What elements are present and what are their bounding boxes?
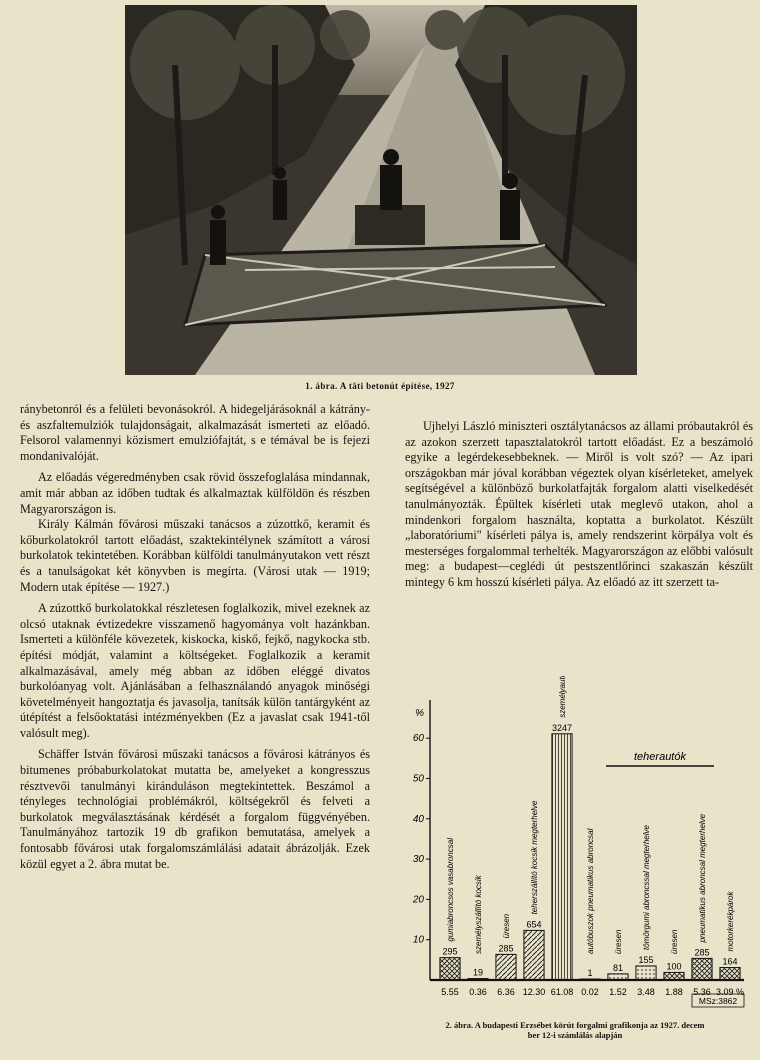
y-axis-label: % xyxy=(415,708,424,719)
bar-percent-label: 5.55 xyxy=(441,987,459,997)
paragraph: A zúzottkő burkolatokkal részletesen foglalkozik, mivel ezeknek az olcsó utaknak évtizedekre visszamenő hagyománya volt hazánkban. Ismerteti a különféle kövezetek, kiskocka, kiskő, fejkő, nagykocka stb. építési módját, valamint a költségeket. Foglalkozik a keramit alkalmazásával, amely még abban az időben eléggé divatos burkolóanyag volt. Ajánlásában a felhasználandó anyagok minőségi követelményeit hangoztatja és javasolja, tanítsák külön tantárgyként az útépítést a felsőoktatási intézményekben (Ez a javaslat csak 1941-től valósult meg). xyxy=(20,601,370,740)
right-column xyxy=(405,419,753,591)
bar-count-label: 155 xyxy=(638,954,654,965)
bar-count-label: 81 xyxy=(612,962,624,973)
y-tick-label: 20 xyxy=(412,894,424,906)
figure2-caption xyxy=(395,1020,755,1040)
bar-category-label: motorkerékpárok xyxy=(726,891,735,952)
bar-category-label: üresen xyxy=(614,929,623,954)
paragraph: Schäffer István fővárosi műszaki tanácsos a fővárosi kátrányos és bitumenes próbaburkolatokat mutatta be, amelyeket a kongresszus résztvevői tanulmányi kiránduláson megtekintettek. Beszámol a tényleges technológiai problémákról, költségekről és felveti a burkolatok megválasztásának kérdését a forgalom függvényében. Tanulmányához tartozik 19 db grafikon bemutatása, amelyek a fontosabb fővárosi utak forgalomszámlálási adatait ábrázolják. Ezek közül egyet a 2. ábra mutat be. xyxy=(20,747,370,871)
bar-category-label: személyautók xyxy=(558,676,567,718)
figure2-caption-line1: 2. ábra. A budapesti Erzsébet körút forgalmi grafikonja az 1927. decem xyxy=(445,1020,705,1030)
bar xyxy=(636,966,656,980)
bar-category-label: üresen xyxy=(670,929,679,954)
bar-category-label: üresen xyxy=(502,913,511,939)
bar-count-label: 654 xyxy=(526,919,542,930)
bar-percent-label: 0.02 xyxy=(581,987,599,997)
bar-category-label: gumiabroncsos vasabroncsal xyxy=(446,838,455,942)
bar-count-label: 3247 xyxy=(551,722,573,733)
bar-percent-label: 5.36 xyxy=(693,987,711,997)
y-tick-label: 50 xyxy=(412,773,424,785)
bar-percent-label: 6.36 xyxy=(497,987,515,997)
figure2-caption-line2: ber 12-i számlálás alapján xyxy=(527,1030,623,1040)
bar xyxy=(440,958,460,980)
bar xyxy=(552,734,572,980)
bar-category-label: tömörgumi abroncssal megterhelve xyxy=(642,825,651,950)
bar xyxy=(664,972,684,980)
bar-percent-label: 12.30 xyxy=(522,987,546,997)
bar-percent-label: 1.88 xyxy=(665,987,683,997)
bar xyxy=(720,968,740,980)
group-label: teherautók xyxy=(634,751,686,763)
bar-category-label: pneumatikus abroncsal megterhelve xyxy=(698,813,707,943)
paragraph: Az előadás végeredményben csak rövid összefoglalása mindannak, amit már abban az időben tudtak és alkalmaztak külföldön és részben Magyarországon is. xyxy=(20,470,370,516)
bar-percent-label: 3.09 % xyxy=(715,987,745,997)
paragraph: Király Kálmán fővárosi műszaki tanácsos a zúzottkő, keramit és kőburkolatokról tartott előadást, szaktekintélynek számított a városi burkolatok tekintetében. Korábban külföldi tanulmányutakon vett részt és a tanulságokat két könyvben is megírta. (Városi utak — 1919; Modern utak építése — 1927.) xyxy=(20,517,370,594)
road-construction-photo xyxy=(125,5,637,375)
bar-category-label: teherszállító kocsik megterhelve xyxy=(530,800,539,915)
bar-category-label: autóbuszok pneumatikus abroncsal xyxy=(586,828,595,954)
bar-count-label: 295 xyxy=(442,946,458,957)
y-tick-label: 60 xyxy=(412,733,424,745)
bar xyxy=(608,974,628,980)
bar xyxy=(524,930,544,980)
bar xyxy=(692,958,712,980)
y-tick-label: 40 xyxy=(412,813,424,825)
figure1-caption: 1. ábra. A tâti betonút építése, 1927 xyxy=(305,381,455,391)
bar-count-label: 100 xyxy=(666,961,682,972)
bar-percent-label: 1.52 xyxy=(609,987,627,997)
left-column xyxy=(20,402,370,872)
bar xyxy=(496,954,516,980)
traffic-chart xyxy=(392,676,752,1021)
bar-count-label: 285 xyxy=(498,943,514,954)
y-tick-label: 10 xyxy=(412,934,424,946)
bar-count-label: 285 xyxy=(694,947,710,958)
stamp-label: MSz:3862 xyxy=(698,996,738,1006)
bar-count-label: 19 xyxy=(472,967,484,978)
bar-category-label: személyszállító kocsik xyxy=(474,875,483,954)
paragraph: Ujhelyi László miniszteri osztálytanácsos az állami próbautakról és az azokon szerzett tapasztalatokról tartott előadást. Ez a beszámoló egyike a legérdekesebbeknek. — Miről is volt szó? — Az ipari országokban már jóval korábban végeztek olyan kísérleteket, amelyek segítségével a különböző burkolatfajták forgalom alatti viselkedését tanulmányozták. Épültek kísérleti utak meglevő utakon, ahol a mindenkori forgalom használta, koptatta a burkolatot. Készült „laboratóriumi" kísérleti pálya is, amely rendszerint körpálya volt és mesterséges forgalommal terhelték. Magyarországon az előbbi valósult meg: a budapest—ceglédi út pestszentlőrinci szakaszán készült mintegy 6 km hosszú kísérleti pálya. Az előadó az itt szerzett ta- xyxy=(405,419,753,589)
bar-percent-label: 3.48 xyxy=(637,987,655,997)
bar-count-label: 164 xyxy=(722,956,738,967)
y-tick-label: 30 xyxy=(412,854,424,866)
bar-percent-label: 61.08 xyxy=(550,987,574,997)
bar xyxy=(580,979,600,980)
paragraph: ránybetonról és a felületi bevonásokról. A hidegeljárásoknál a kátrány- és aszfaltemulziók tulajdonságait, alkalmazását ismerteti az előadó. Felsorol valamennyi közismert emulziófajtát, s e témával be is fejezi mondanivalóját. xyxy=(20,402,370,463)
bar xyxy=(468,979,488,980)
bar-count-label: 1 xyxy=(587,968,593,978)
bar-percent-label: 0.36 xyxy=(469,987,487,997)
